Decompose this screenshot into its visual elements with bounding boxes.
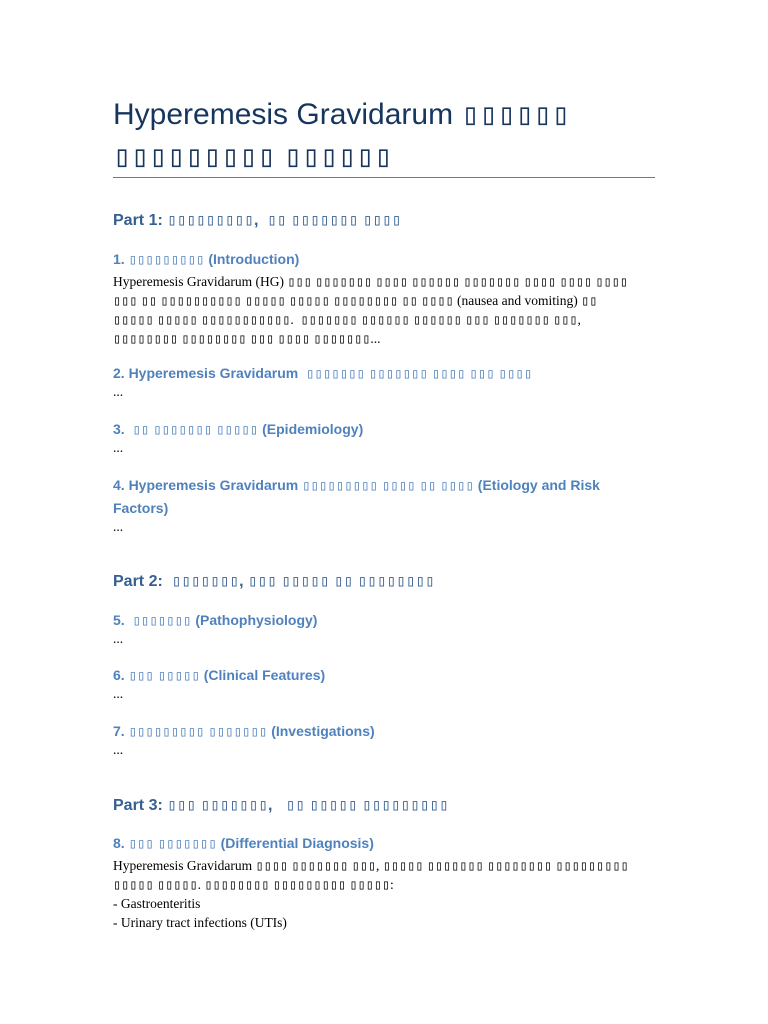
section-7-heading: 7. ▯▯▯▯▯▯▯▯▯ ▯▯▯▯▯▯▯ (Investigations) [113,723,375,739]
part-2-heading: Part 2: ▯▯▯▯▯▯▯, ▯▯▯ ▯▯▯▯▯ ▯▯ ▯▯▯▯▯▯▯▯ [113,573,435,590]
section-5-body-placeholder: ... [113,631,124,646]
section-3-body-placeholder: ... [113,440,124,455]
section-7-body-placeholder: ... [113,742,124,757]
list-item: - Gastroenteritis [113,896,201,911]
section-1-heading: 1. ▯▯▯▯▯▯▯▯▯ (Introduction) [113,251,300,267]
section-8-heading: 8. ▯▯▯ ▯▯▯▯▯▯▯ (Differential Diagnosis) [113,835,374,851]
section-3-heading: 3. ▯▯ ▯▯▯▯▯▯▯ ▯▯▯▯▯ (Epidemiology) [113,421,364,437]
section-4-heading-continued: Factors) [113,500,169,516]
section-1-body-line: ▯▯▯▯▯▯▯▯ ▯▯▯▯▯▯▯▯ ▯▯▯ ▯▯▯▯ ▯▯▯▯▯▯▯... [113,331,381,346]
section-4-heading: 4. Hyperemesis Gravidarum ▯▯▯▯▯▯▯▯▯ ▯▯▯▯ ▯▯ ▯▯▯▯ (Etiology and Risk [113,477,600,493]
section-6-heading: 6. ▯▯▯ ▯▯▯▯▯ (Clinical Features) [113,667,326,683]
section-1-body-line: ▯▯▯▯▯ ▯▯▯▯▯ ▯▯▯▯▯▯▯▯▯▯▯. ▯▯▯▯▯▯▯ ▯▯▯▯▯▯ ▯▯▯▯▯▯ ▯▯▯ ▯▯▯▯▯▯▯ ▯▯▯, [113,312,581,327]
part-1-heading: Part 1: ▯▯▯▯▯▯▯▯▯, ▯▯ ▯▯▯▯▯▯▯ ▯▯▯▯ [113,212,402,229]
section-4-body-placeholder: ... [113,519,124,534]
title-underline-rule [113,177,655,178]
section-8-body-line: Hyperemesis Gravidarum ▯▯▯▯ ▯▯▯▯▯▯▯ ▯▯▯, ▯▯▯▯▯ ▯▯▯▯▯▯▯ ▯▯▯▯▯▯▯▯ ▯▯▯▯▯▯▯▯▯ [113,858,629,873]
document-title-line-2: ▯▯▯▯▯▯▯▯▯ ▯▯▯▯▯▯ [113,140,393,173]
section-2-body-placeholder: ... [113,384,124,399]
section-1-body-line: Hyperemesis Gravidarum (HG) ▯▯▯ ▯▯▯▯▯▯▯ ▯▯▯▯ ▯▯▯▯▯▯ ▯▯▯▯▯▯▯ ▯▯▯▯ ▯▯▯▯ ▯▯▯▯ [113,274,628,289]
section-5-heading: 5. ▯▯▯▯▯▯▯ (Pathophysiology) [113,612,318,628]
list-item: - Urinary tract infections (UTIs) [113,915,287,930]
part-3-heading: Part 3: ▯▯▯ ▯▯▯▯▯▯▯, ▯▯ ▯▯▯▯▯ ▯▯▯▯▯▯▯▯▯ [113,797,449,814]
section-8-body-line: ▯▯▯▯▯ ▯▯▯▯▯. ▯▯▯▯▯▯▯▯ ▯▯▯▯▯▯▯▯▯ ▯▯▯▯▯: [113,877,394,892]
section-6-body-placeholder: ... [113,686,124,701]
section-2-heading: 2. Hyperemesis Gravidarum ▯▯▯▯▯▯▯ ▯▯▯▯▯▯▯ ▯▯▯▯ ▯▯▯ ▯▯▯▯ [113,365,533,381]
document-title-line-1: Hyperemesis Gravidarum ▯▯▯▯▯▯ [113,98,570,131]
section-1-body-line: ▯▯▯ ▯▯ ▯▯▯▯▯▯▯▯▯▯ ▯▯▯▯▯ ▯▯▯▯▯ ▯▯▯▯▯▯▯▯ ▯▯ ▯▯▯▯ (nausea and vomiting) ▯▯ [113,293,598,308]
